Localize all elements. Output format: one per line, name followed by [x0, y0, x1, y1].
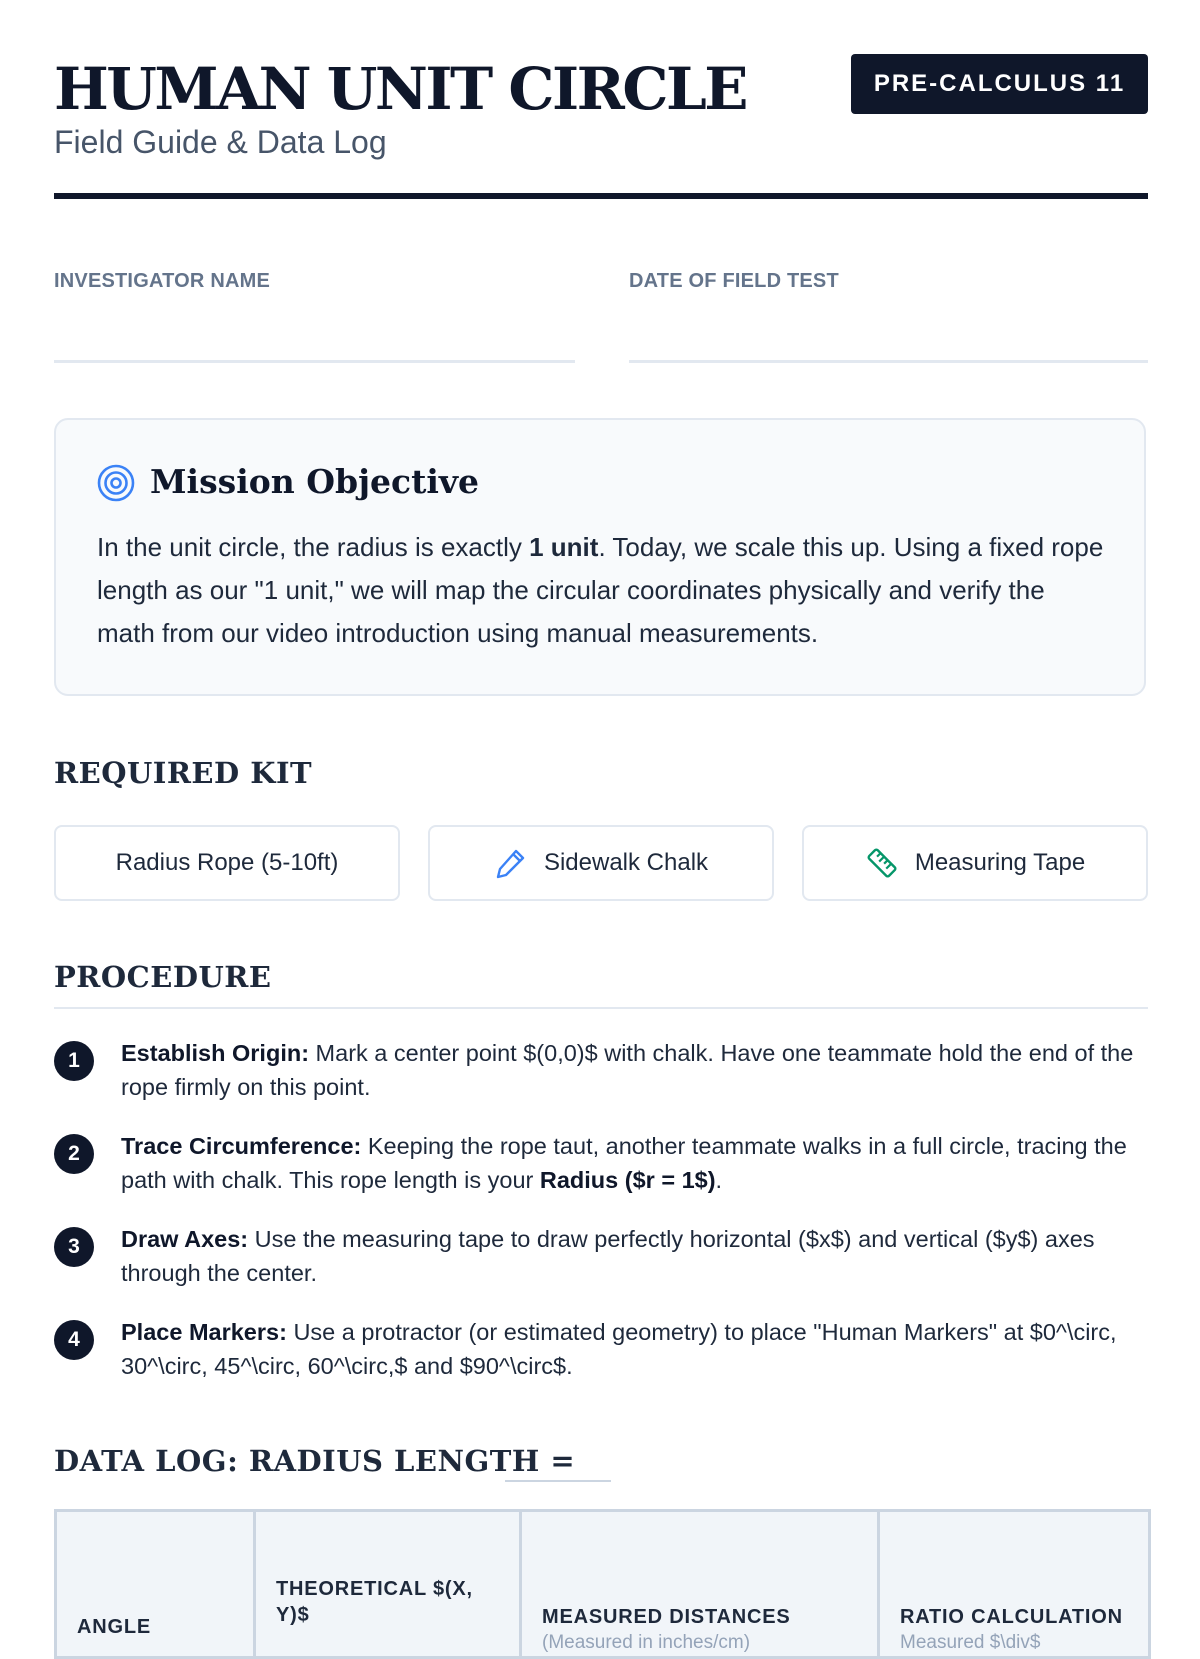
target-icon [97, 464, 135, 502]
data-log-table [54, 1509, 1151, 1659]
column-header-measured [521, 1511, 879, 1658]
mission-text-part: . Today, we scale this up. Using a fixed rope length as our "1 unit," we will map the circular coordinates physically and verify the math from our video introduction using manual measurements. [97, 532, 1104, 648]
column-header-label: ANGLE [77, 1616, 151, 1638]
column-header-label: MEASURED DISTANCES [542, 1606, 791, 1628]
step-number: 1 [54, 1041, 94, 1081]
column-header-angle [56, 1511, 255, 1658]
mission-text [97, 526, 1107, 655]
kit-item-label: Radius Rope (5-10ft) [115, 849, 339, 876]
kit-item-measuring-tape [802, 825, 1148, 901]
procedure-divider [54, 1007, 1148, 1009]
page-subtitle: Field Guide & Data Log [54, 124, 387, 160]
step-text [121, 1222, 1148, 1290]
kit-item-sidewalk-chalk [428, 825, 774, 901]
step-text [121, 1129, 1148, 1197]
step-number: 2 [54, 1134, 94, 1174]
mission-text-part: In the unit circle, the radius is exactly [97, 532, 530, 562]
procedure-heading: PROCEDURE [54, 960, 272, 994]
mission-objective-box [54, 418, 1146, 696]
column-header-ratio [879, 1511, 1150, 1658]
kit-item-label: Sidewalk Chalk [543, 849, 709, 876]
required-kit-heading: REQUIRED KIT [54, 756, 313, 790]
date-of-field-test-field[interactable] [629, 360, 1148, 363]
column-header-sublabel: Measured $\div$ [900, 1632, 1041, 1653]
step-emphasis: Radius ($r = 1$) [539, 1167, 716, 1193]
kit-item-label: Measuring Tape [914, 849, 1086, 876]
mission-text-emphasis: 1 unit [529, 532, 599, 562]
date-of-field-test-label: DATE OF FIELD TEST [629, 270, 839, 292]
step-text [121, 1315, 1148, 1383]
column-header-sublabel: (Measured in inches/cm) [542, 1632, 751, 1653]
mission-title: Mission Objective [150, 462, 480, 501]
column-header-theoretical [255, 1511, 521, 1658]
table-header-row [56, 1511, 1150, 1658]
step-body: Mark a center point $(0,0)$ with chalk. Have one teammate hold the end of the rope firmly on this point. [121, 1040, 1134, 1100]
step-body: Use a protractor (or estimated geometry) to place "Human Markers" at $0^\circ, 30^\circ, 45^\circ, 60^\circ,$ and $90^\circ$. [121, 1319, 1117, 1379]
column-header-label: RATIO CALCULATION [900, 1606, 1123, 1628]
step-number: 3 [54, 1227, 94, 1267]
step-title: Establish Origin: [121, 1040, 310, 1066]
step-text [121, 1036, 1148, 1104]
investigator-name-field[interactable] [54, 360, 575, 363]
step-body: . [715, 1167, 723, 1193]
step-body: Use the measuring tape to draw perfectly horizontal ($x$) and vertical ($y$) axes through the center. [121, 1226, 1095, 1286]
step-title: Draw Axes: [121, 1226, 249, 1252]
data-log-heading: DATA LOG: RADIUS LENGTH = [54, 1444, 576, 1478]
step-body: Keeping the rope taut, another teammate walks in a full circle, tracing the path with chalk. This rope length is your [121, 1133, 1127, 1193]
investigator-name-label: INVESTIGATOR NAME [54, 270, 271, 292]
kit-item-radius-rope [54, 825, 400, 901]
step-title: Trace Circumference: [121, 1133, 362, 1159]
ruler-icon [865, 846, 899, 880]
pencil-icon [494, 846, 528, 880]
column-header-label: THEORETICAL $(X, Y)$ [276, 1578, 473, 1626]
radius-length-field[interactable] [505, 1480, 611, 1482]
header-divider [54, 193, 1148, 199]
page-title: HUMAN UNIT CIRCLE [54, 55, 747, 123]
step-title: Place Markers: [121, 1319, 287, 1345]
step-number: 4 [54, 1320, 94, 1360]
course-badge: PRE-CALCULUS 11 [851, 54, 1148, 114]
